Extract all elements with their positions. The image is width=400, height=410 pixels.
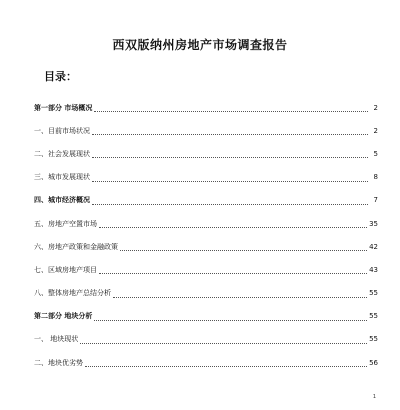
toc-entry-page: 8 <box>373 173 378 182</box>
toc-entry-page: 35 <box>369 219 378 228</box>
toc-entry-label: 二、社会发展现状 <box>34 149 90 158</box>
toc-entry[interactable] <box>34 142 378 165</box>
toc-entry[interactable] <box>34 351 378 374</box>
toc-entry-page: 55 <box>369 289 378 298</box>
toc-dot-leader <box>120 244 367 251</box>
toc-entry[interactable] <box>34 258 378 281</box>
toc-entry[interactable] <box>34 282 378 305</box>
toc-entry[interactable] <box>34 189 378 212</box>
toc-dot-leader <box>85 360 367 367</box>
page-number: 1 <box>372 394 376 400</box>
toc-dot-leader <box>113 291 367 298</box>
toc-entry[interactable] <box>34 235 378 258</box>
toc-entry-label: 三、城市发展现状 <box>34 173 90 182</box>
toc-entry-label: 七、区域房地产项目 <box>34 265 97 274</box>
toc-entry-label: 六、房地产政策和金融政策 <box>34 242 118 251</box>
table-of-contents <box>34 96 378 374</box>
toc-entry-page: 55 <box>369 312 378 321</box>
toc-entry-page: 7 <box>373 196 378 205</box>
toc-entry-label: 二、地块优劣势 <box>34 358 83 367</box>
toc-entry[interactable] <box>34 212 378 235</box>
toc-entry-label: 一、 地块现状 <box>34 335 79 344</box>
toc-entry-label: 八、整体房地产总结分析 <box>34 289 111 298</box>
toc-entry-page: 5 <box>373 149 378 158</box>
toc-dot-leader <box>80 337 367 344</box>
toc-entry[interactable] <box>34 96 378 119</box>
toc-entry-page: 2 <box>373 103 378 112</box>
toc-entry-page: 43 <box>369 265 378 274</box>
toc-entry-page: 42 <box>369 242 378 251</box>
document-title: 西双版纳州房地产市场调查报告 <box>112 38 288 52</box>
toc-dot-leader <box>92 175 368 182</box>
toc-heading: 目录： <box>44 70 77 83</box>
toc-entry-label: 第一部分 市场概况 <box>34 103 93 112</box>
toc-dot-leader <box>92 128 368 135</box>
toc-dot-leader <box>99 267 367 274</box>
toc-dot-leader <box>94 105 368 112</box>
toc-entry-label: 第二部分 地块分析 <box>34 312 93 321</box>
toc-entry-label: 五、房地产空置市场 <box>34 219 97 228</box>
toc-entry[interactable] <box>34 328 378 351</box>
toc-dot-leader <box>92 151 368 158</box>
toc-entry-page: 2 <box>373 126 378 135</box>
toc-entry[interactable] <box>34 305 378 328</box>
toc-entry-page: 56 <box>369 358 378 367</box>
toc-dot-leader <box>92 198 368 205</box>
toc-entry-page: 55 <box>369 335 378 344</box>
toc-entry[interactable] <box>34 119 378 142</box>
toc-entry-label: 四、城市经济概况 <box>34 196 90 205</box>
toc-dot-leader <box>99 221 367 228</box>
toc-entry-label: 一、目前市场状况 <box>34 126 90 135</box>
toc-dot-leader <box>94 314 367 321</box>
toc-entry[interactable] <box>34 166 378 189</box>
